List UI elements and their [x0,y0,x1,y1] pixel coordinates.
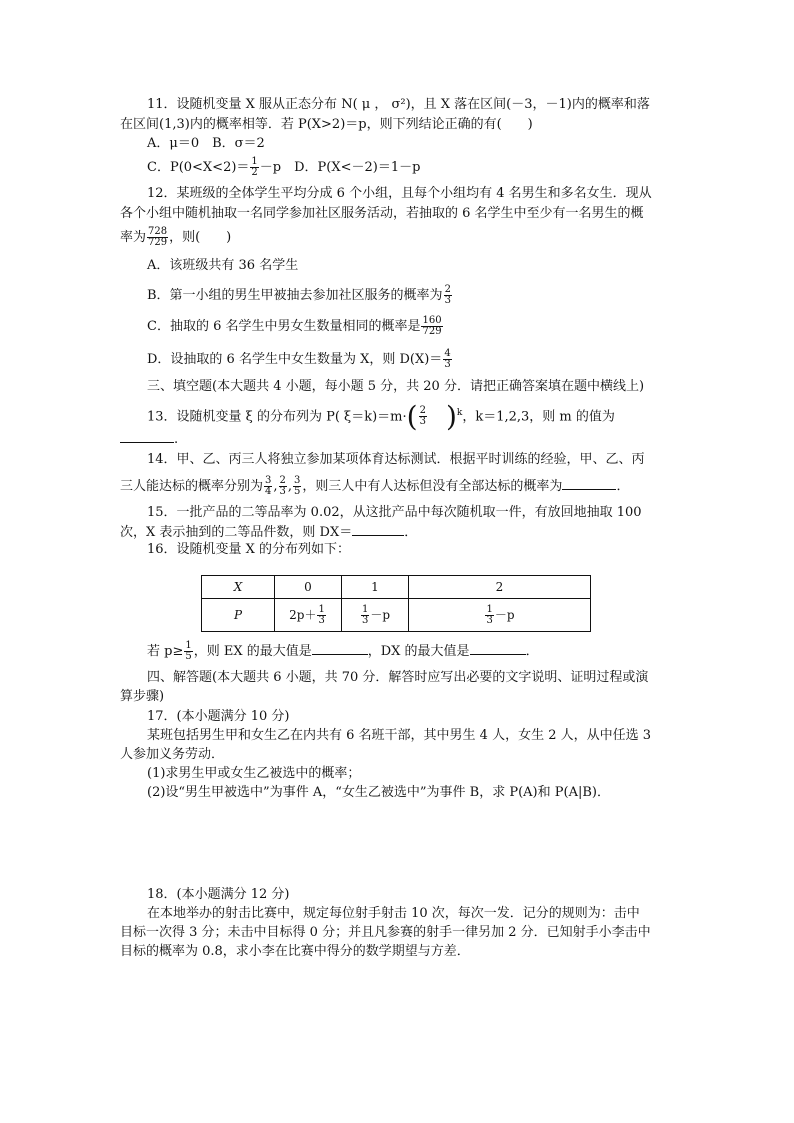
q12-optb-den: 3 [444,295,451,306]
cell-fraction [317,605,325,626]
section3-heading: 三、填空题(本大题共 4 小题，每小题 5 分，共 20 分．请把正确答案填在题中横线上) [147,379,645,394]
q13-line2 [120,430,178,449]
q11-optc-text: C．P(0<X<2)＝ [147,160,250,175]
q12-option-b [147,285,453,306]
q13-period: . [174,432,179,447]
q14-answer-blank [562,477,616,490]
q17-heading: 17．(本小题满分 10 分) [147,709,290,724]
q12-optc-text: C．抽取的 6 名学生中男女生数量相同的概率是 [147,319,421,334]
q11-optd-text: －p D．P(X<－2)＝1－p [259,160,421,175]
q14-line1: 14．甲、乙、丙三人将独立参加某项体育达标测试．根据平时训练的经验，甲、乙、丙 [147,452,645,467]
table-cell: 0 [275,576,342,599]
q11-optc-num: 1 [251,156,258,167]
cell-num: 1 [486,603,493,615]
q12-optd-den: 3 [444,359,451,370]
q14-frac-1 [264,476,272,497]
q13-exponent: k [456,408,463,418]
cell-text: －p [370,607,391,622]
q13-paren-left: ( [406,399,418,433]
q13-text: 13．设随机变量 ξ 的分布列为 P( ξ＝k)＝m· [147,409,407,425]
q13-paren-right: ) [445,399,457,433]
q16-den: 5 [185,651,192,662]
cell-fraction [485,605,493,626]
q12-option-c [147,316,444,337]
q11-options-cd [147,157,420,178]
q12-line3 [120,227,231,248]
cell-text: 2p＋ [289,607,317,622]
q13-tail: ，k＝1,2,3，则 m 的值为 [462,409,615,425]
q12-optd-num: 4 [444,348,451,359]
q12-optc-num: 160 [422,315,442,326]
q12-optc-den: 729 [422,326,442,337]
q15-line2 [120,523,417,542]
q16-period: ． [525,644,539,659]
cell-den: 3 [361,614,369,626]
q13-num: 2 [419,405,426,417]
q12-line3-text: 率为 [120,230,147,245]
q12-optd-text: D．设抽取的 6 名学生中女生数量为 X，则 D(X)＝ [147,352,443,367]
q14-frac-2 [279,476,287,497]
section4-heading-line1: 四、解答题(本大题共 6 小题，共 70 分．解答时应写出必要的文字说明、证明过程或演 [147,670,649,685]
q12-optb-num: 2 [444,284,451,295]
q17-line1: 某班包括男生甲和女生乙在内共有 6 名班干部，其中男生 4 人，女生 2 人，从中任选 3 [147,728,652,743]
q14-frac3-den: 5 [294,486,301,497]
q12-option-d [147,349,453,370]
table-cell [342,599,409,632]
q15-text: 次，X 表示抽到的二等品件数，则 DX＝ [120,525,353,540]
q11-options-ab: A．μ＝0 B．σ＝2 [147,136,265,151]
q16-line1: 16．设随机变量 X 的分布列如下： [147,542,351,557]
q16-line2 [147,641,539,662]
q14-frac3-num: 3 [294,475,301,486]
distribution-table [201,575,591,632]
q14-line2: 三人能达标的概率分别为 $\frac{3}{4}$ , $\frac{2}{3}$ , $\frac{3}{5}$ ，则三人中有人达标但没有全部达标的概率为 ． [120,475,630,497]
q12-option-a: A．该班级共有 36 名学生 [147,258,299,273]
table-row [202,576,591,599]
table-cell: 1 [342,576,409,599]
q13-answer-blank [120,430,174,443]
q14-frac2-num: 2 [279,475,286,486]
q15-line1: 15．一批产品的二等品率为 0.02，从这批产品中每次随机取一件，有放回地抽取 100 [147,505,642,520]
q15-period: ． [404,525,418,540]
q14-period: ． [616,479,630,494]
table-row [202,599,591,632]
q18-line2: 目标一次得 3 分；未击中目标得 0 分；并且凡参赛的射手一律另加 2 分．已知射手小李击中 [120,925,651,940]
q18-line3: 目标的概率为 0.8，求小李在比赛中得分的数学期望与方差． [120,944,470,959]
q12-prob-fraction [147,227,168,248]
q16-fraction [184,641,192,662]
q17-part2: (2)设“男生甲被选中”为事件 A，“女生乙被选中”为事件 B，求 P(A)和 P(A|B)． [147,785,610,800]
table-cell: 2 [409,576,591,599]
q12-optb-text: B．第一小组的男生甲被抽去参加社区服务的概率为 [147,288,443,303]
q14-frac1-num: 3 [265,475,272,486]
q13-den: 3 [419,416,426,428]
table-cell [275,599,342,632]
q14-tail: ，则三人中有人达标但没有全部达标的概率为 [302,479,563,494]
q12-prob-num: 728 [148,226,168,237]
q17-part1: (1)求男生甲或女生乙被选中的概率； [147,766,361,781]
q18-line1: 在本地举办的射击比赛中，规定每位射手射击 10 次，每次一发．记分的规则为：击中 [147,906,640,921]
q16-text: 若 p≥ [147,644,184,659]
q14-frac2-den: 3 [279,486,286,497]
q16-answer-blank-dx [470,642,526,655]
q11-line2: 在区间(1,3)内的概率相等．若 P(X>2)＝p，则下列结论正确的有( ) [120,117,533,132]
q17-line2: 人参加义务劳动． [120,747,225,762]
q18-heading: 18．(本小题满分 12 分) [147,887,290,902]
q13-fraction [419,406,427,427]
q16-mid2: ，DX 的最大值是 [367,644,470,659]
q12-optb-fraction [444,285,452,306]
cell-text: －p [494,607,515,622]
table-cell: X [202,576,275,599]
q16-mid: ，则 EX 的最大值是 [193,644,312,659]
section4-heading-line2: 算步骤) [120,689,165,704]
q11-optc-fraction [250,157,258,178]
cell-den: 3 [318,614,325,626]
table-cell [409,599,591,632]
q12-prob-den: 729 [148,237,168,248]
q16-answer-blank-ex [312,642,368,655]
q12-optc-fraction [421,316,442,337]
table-cell: P [202,599,275,632]
cell-den: 3 [486,614,493,626]
q14-frac-3 [293,476,301,497]
q13-line1 [147,399,615,433]
cell-fraction [361,605,369,626]
q12-line1: 12．某班级的全体学生平均分成 6 个小组，且每个小组均有 4 名男生和多名女生．现从 [147,186,652,201]
q14-frac1-den: 4 [265,486,272,497]
q14-text: 三人能达标的概率分别为 [120,479,264,494]
q11-line1: 11．设随机变量 X 服从正态分布 N( μ ， σ²)，且 X 落在区间(－3，－1)内的概率和落 [147,97,650,112]
q12-line2: 各个小组中随机抽取一名同学参加社区服务活动，若抽取的 6 名学生中至少有一名男生的概 [120,206,644,221]
q16-num: 1 [185,640,192,651]
cell-num: 1 [361,603,369,615]
q15-answer-blank [352,523,404,536]
q12-optd-fraction [443,349,451,370]
q11-optc-den: 2 [251,167,258,178]
q12-line3-tail: ，则( ) [169,230,232,245]
cell-num: 1 [318,603,325,615]
